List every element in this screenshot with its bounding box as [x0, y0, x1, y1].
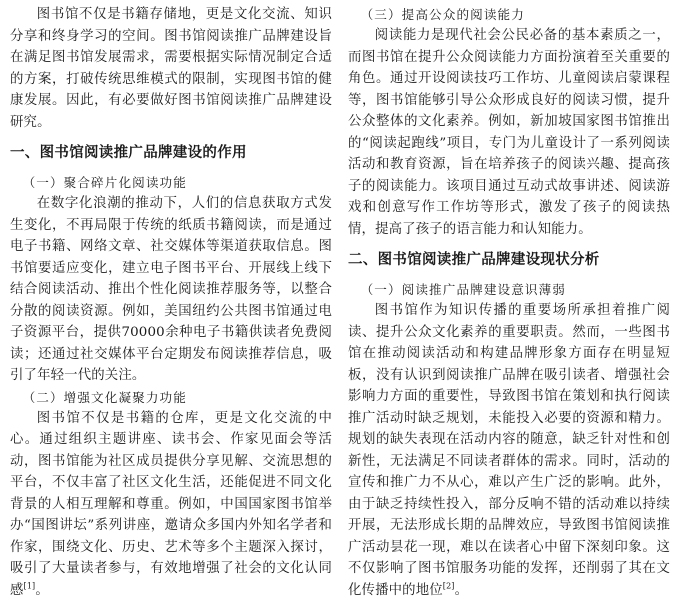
subsection-heading-2-1: （一）阅读推广品牌建设意识薄弱	[360, 282, 566, 297]
intro-paragraph: 图书馆不仅是书籍存储地，更是文化交流、知识分享和终身学习的空间。图书馆阅读推广品牌建设旨在满足图书馆发展需求，需要根据实际情况制定合适的方案，打破传统思维模式的限制，实现图书馆的健康发展。因此，有必要做好图书馆阅读推广品牌建设研究。	[10, 7, 332, 130]
right-column	[348, 4, 670, 601]
subsection-2-1-end: 。	[454, 582, 469, 598]
subsection-heading-1-1: （一）聚合碎片化阅读功能	[22, 175, 187, 190]
left-column	[10, 4, 332, 601]
subsection-2-1-text: 图书馆作为知识传播的重要场所承担着推广阅读、提升公众文化素养的重要职责。然而，一些图书馆在推动阅读活动和构建品牌形象方面存在明显短板，没有认识到阅读推广品牌在吸引读者、增强社会影响力方面的重要性，导致图书馆在策划和执行阅读推广活动时缺乏规划，未能投入必要的资源和精力。规划的缺失表现在活动内容的随意，缺乏针对性和创新性，无法满足不同读者群体的需求。同时，活动的宣传和推广力不从心，难以产生广泛的影响。此外，由于缺乏持续性投入，部分反响不错的活动难以持续开展，无法形成长期的品牌效应，导致图书馆阅读推广活动昙花一现，难以在读者心中留下深刻印象。这不仅影响了图书馆服务功能的发挥，还削弱了其在文化传播中的地位	[348, 303, 670, 598]
subsection-heading-1-3: （三）提高公众的阅读能力	[360, 7, 525, 22]
section-heading-2: 二、图书馆阅读推广品牌建设现状分析	[348, 252, 600, 268]
citation-2[interactable]: [2]	[442, 581, 455, 591]
subsection-1-2-end: 。	[35, 582, 49, 598]
citation-1[interactable]: [1]	[23, 581, 36, 591]
subsection-1-1-paragraph: 在数字化浪潮的推动下，人们的信息获取方式发生变化，不再局限于传统的纸质书籍阅读，而是通过电子书籍、网络文章、社交媒体等渠道获取信息。图书馆要适应变化，建立电子图书平台、开展线上线下结合阅读活动、推出个性化阅读推荐服务等，以整合分散的阅读资源。例如，美国纽约公共图书馆通过电子资源平台，提供70000余种电子书籍供读者免费阅读；还通过社交媒体平台定期发布阅读推荐信息，吸引了年轻一代的关注。	[10, 196, 332, 383]
subsection-1-2-text: 图书馆不仅是书籍的仓库，更是文化交流的中心。通过组织主题讲座、读书会、作家见面会等活动，图书馆能为社区成员提供分享见解、交流思想的平台，不仅丰富了社区文化生活，还能促进不同文化背景的人相互理解和尊重。例如，中国国家图书馆举办“国图讲坛”系列讲座，邀请众多国内外知名学者和作家，围绕文化、历史、艺术等多个主题深入探讨，吸引了大量读者参与，有效地增强了社会的文化认同感	[10, 410, 332, 598]
subsection-2-1-paragraph	[348, 300, 670, 601]
subsection-heading-1-2: （二）增强文化凝聚力功能	[22, 389, 187, 405]
subsection-1-2-paragraph	[10, 408, 332, 602]
subsection-1-3-paragraph: 阅读能力是现代社会公民必备的基本素质之一，而图书馆在提升公众阅读能力方面扮演着至关重要的角色。通过开设阅读技巧工作坊、儿童阅读启蒙课程等，图书馆能够引导公众形成良好的阅读习惯，提升公众整体的文化素养。例如，新加坡国家图书馆推出的“阅读起跑线”项目，专门为儿童设计了一系列阅读活动和教育资源，旨在培养孩子的阅读兴趣、提高孩子的阅读能力。该项目通过互动式故事讲述、阅读游戏和创意写作工作坊等形式，激发了孩子的阅读热情，提高了孩子的语言能力和认知能力。	[348, 28, 670, 237]
section-heading-1: 一、图书馆阅读推广品牌建设的作用	[10, 145, 247, 161]
